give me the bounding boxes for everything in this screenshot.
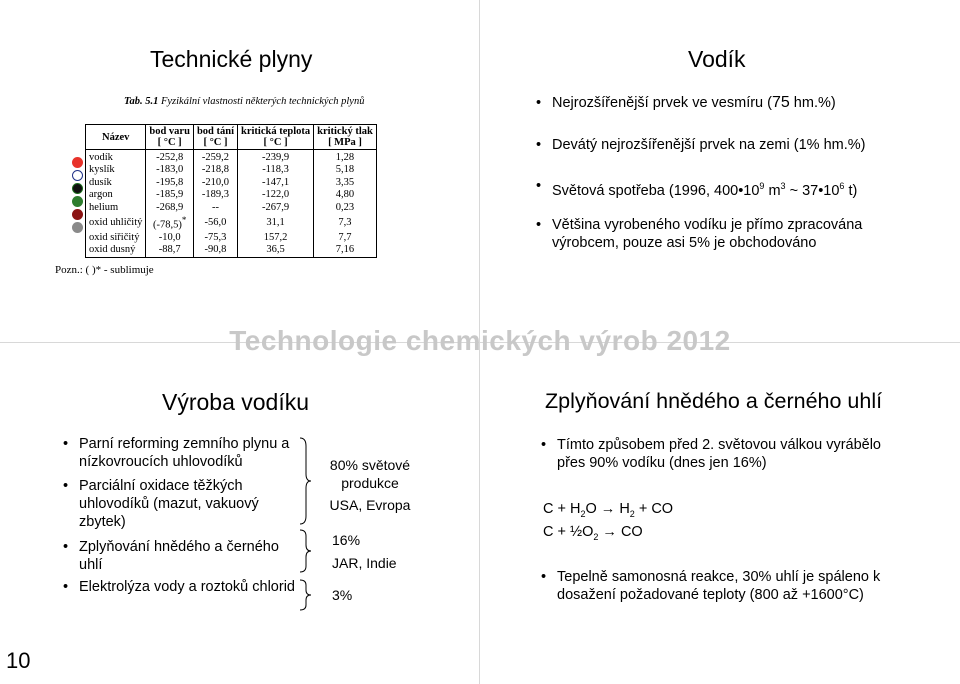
table-cell-boil: -268,9 — [146, 202, 194, 214]
table-cell-pcrit: 7,16 — [314, 244, 377, 257]
bullet-steam-reforming: • Parní reforming zemního plynu a nízkovroucích uhlovodíků — [63, 436, 290, 470]
table-header-cell: bod varu [ °C ] — [146, 125, 194, 150]
color-dot-red — [72, 157, 83, 168]
region-usa-europe: USA, Evropa — [329, 497, 411, 513]
bullet-coal-gasification: • Zplyňování hnědého a černého uhlí — [63, 539, 279, 573]
table-cell-name: oxid dusný — [86, 244, 146, 257]
table-note: Pozn.: ( )* - sublimuje — [55, 264, 154, 276]
slide-title: Vodík — [688, 46, 746, 72]
table-row — [86, 164, 377, 176]
table-row — [86, 214, 377, 232]
table-row — [86, 150, 377, 165]
table-cell-pcrit: 0,23 — [314, 202, 377, 214]
table-cell-name: vodík — [86, 150, 146, 165]
table-header-cell: bod tání [ °C ] — [193, 125, 237, 150]
equation-2: $C + \frac{1}{2}O_2$ → CO — [543, 524, 643, 542]
table-cell-tcrit: 157,2 — [238, 232, 314, 244]
region-sa-india: JAR, Indie — [332, 555, 397, 571]
table-cell-name: helium — [86, 202, 146, 214]
table-row — [86, 202, 377, 214]
table-cell-tcrit: -267,9 — [238, 202, 314, 214]
bullet-consumption: • Světová spotřeba (1996, $400•10^9$ $m^3$ ~ $37•10^6$ t) — [536, 178, 858, 199]
table-cell-name: oxid siřičitý — [86, 232, 146, 244]
share-3-label: 3% — [332, 587, 353, 603]
table-cell-boil: -10,0 — [146, 232, 194, 244]
table-cell-boil: -252,8 — [146, 150, 194, 165]
table-cell-name: oxid uhličitý — [86, 214, 146, 232]
table-caption: Tab. 5.1 Fyzikální vlastnosti některých technických plynů — [124, 96, 365, 107]
slide-title: Technické plyny — [150, 46, 313, 72]
share-16-label: 16% — [332, 532, 361, 548]
table-cell-pcrit: 7,7 — [314, 232, 377, 244]
table-cell-melt: -56,0 — [193, 214, 237, 232]
table-header-cell: kritická teplota [ °C ] — [238, 125, 314, 150]
bullet-self-sustaining: • Tepelně samonosná reakce, 30% uhlí je spáleno k dosažení požadované teploty (800 až +1600°C) — [541, 569, 881, 603]
slide-title: Výroba vodíku — [162, 389, 310, 415]
table-cell-name: argon — [86, 189, 146, 201]
table-cell-melt: -- — [193, 202, 237, 214]
table-cell-boil: (-78,5)* — [146, 214, 194, 232]
table-cell-boil: -185,9 — [146, 189, 194, 201]
table-cell-tcrit: 31,1 — [238, 214, 314, 232]
color-dot-green — [72, 196, 83, 207]
table-header-row — [86, 125, 377, 150]
table-row — [86, 244, 377, 257]
table-cell-pcrit: 5,18 — [314, 164, 377, 176]
bullet-electrolysis: • Elektrolýza vody a roztoků chlorid — [63, 579, 295, 595]
bullet-history: • Tímto způsobem před 2. světovou válkou vyrábělo přes 90% vodíku (dnes jen 16%) — [541, 437, 881, 471]
table-cell-melt: -75,3 — [193, 232, 237, 244]
arrow-icon: → — [602, 524, 617, 540]
table-cell-boil: -183,0 — [146, 164, 194, 176]
table-row — [86, 232, 377, 244]
page-number: 10 — [6, 648, 31, 673]
table-cell-pcrit: 7,3 — [314, 214, 377, 232]
share-80-sublabel: produkce — [341, 475, 399, 491]
gas-properties-table — [85, 124, 377, 258]
table-cell-pcrit: 1,28 — [314, 150, 377, 165]
table-cell-name: dusík — [86, 177, 146, 189]
table-cell-melt: -189,3 — [193, 189, 237, 201]
table-cell-name: kyslík — [86, 164, 146, 176]
table-row — [86, 189, 377, 201]
table-cell-tcrit: -122,0 — [238, 189, 314, 201]
table-cell-tcrit: -147,1 — [238, 177, 314, 189]
table-cell-boil: -88,7 — [146, 244, 194, 257]
table-cell-tcrit: -239,9 — [238, 150, 314, 165]
table-header-cell: Název — [86, 125, 146, 150]
brace-large — [298, 436, 312, 526]
table-cell-melt: -218,8 — [193, 164, 237, 176]
color-dot-black — [72, 183, 83, 194]
table-row — [86, 177, 377, 189]
bullet-earth: • Devátý nejrozšířenější prvek na zemi (1% hm.%) — [536, 137, 866, 153]
table-cell-melt: -210,0 — [193, 177, 237, 189]
table-cell-melt: -259,2 — [193, 150, 237, 165]
table-cell-boil: -195,8 — [146, 177, 194, 189]
table-cell-pcrit: 3,35 — [314, 177, 377, 189]
bullet-processing: • Většina vyrobeného vodíku je přímo zpracována výrobcem, pouze asi 5% je obchodováno — [536, 217, 863, 251]
brace-medium — [298, 528, 312, 574]
arrow-icon: → — [600, 501, 616, 517]
table-cell-tcrit: 36,5 — [238, 244, 314, 257]
color-dot-gray — [72, 222, 83, 233]
watermark: Technologie chemických výrob 2012 — [229, 325, 731, 356]
table-cell-pcrit: 4,80 — [314, 189, 377, 201]
brace-small — [298, 578, 312, 612]
table-cell-melt: -90,8 — [193, 244, 237, 257]
bullet-partial-oxidation: • Parciální oxidace těžkých uhlovodíků (mazut, vakuový zbytek) — [63, 478, 259, 530]
equation-1: $C + H_2O \to H_2$ + CO — [543, 501, 674, 519]
slide-title: Zplyňování hnědého a černého uhlí — [545, 389, 883, 413]
table-header-cell: kritický tlak [ MPa ] — [314, 125, 377, 150]
share-80-label: 80% světové — [329, 457, 411, 473]
bullet-universe: • Nejrozšířenější prvek ve vesmíru (75 hm.%) — [536, 94, 836, 111]
color-dot-darkred — [72, 209, 83, 220]
table-cell-tcrit: -118,3 — [238, 164, 314, 176]
color-dot-white — [72, 170, 83, 181]
